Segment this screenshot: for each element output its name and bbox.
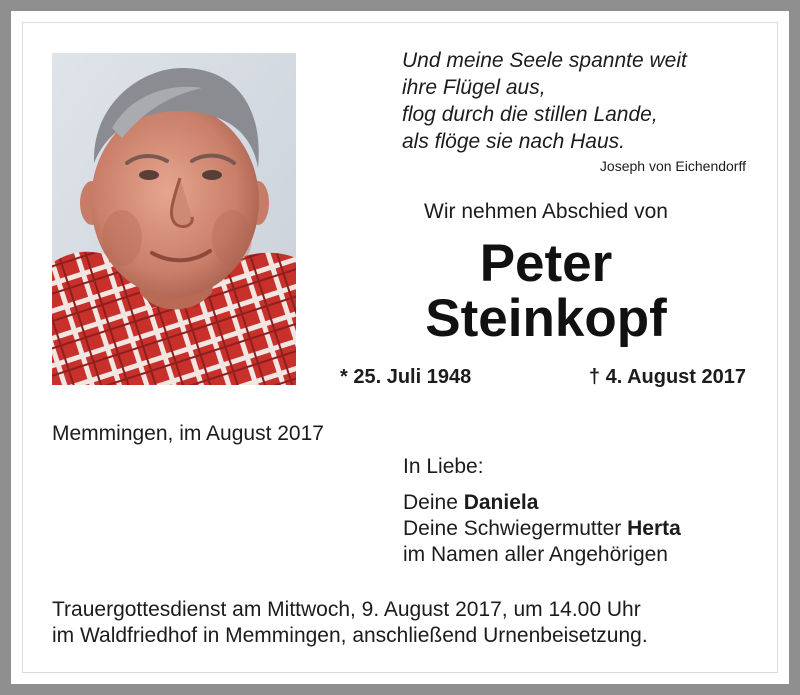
poem-author: Joseph von Eichendorff xyxy=(599,158,746,174)
portrait-illustration xyxy=(52,53,296,385)
mourner-name: Daniela xyxy=(463,491,539,514)
service-line: Trauergottesdienst am Mittwoch, 9. August 2017, um 14.00 Uhr xyxy=(52,598,641,621)
mourner-line xyxy=(403,542,681,568)
mourner-prefix: im Namen aller Angehörigen xyxy=(403,543,668,566)
portrait-photo xyxy=(52,53,296,385)
service-info xyxy=(52,597,648,649)
mourner-prefix: Deine Schwiegermutter xyxy=(403,517,628,540)
mourners-list xyxy=(403,490,681,568)
birth-date: * 25. Juli 1948 xyxy=(340,366,472,388)
love-line: In Liebe: xyxy=(403,455,484,478)
service-line: im Waldfriedhof in Memmingen, anschließend Urnenbeisetzung. xyxy=(52,624,648,647)
mourner-line xyxy=(403,490,681,516)
death-date: † 4. August 2017 xyxy=(588,366,746,388)
place-date: Memmingen, im August 2017 xyxy=(52,422,324,445)
poem-line: als flöge sie nach Haus. xyxy=(402,130,625,153)
poem-line: flog durch die stillen Lande, xyxy=(402,103,658,126)
mourner-line xyxy=(403,516,681,542)
mourner-prefix: Deine xyxy=(403,491,464,514)
deceased-name xyxy=(346,236,746,346)
poem xyxy=(402,47,762,155)
poem-line: Und meine Seele spannte weit xyxy=(402,49,687,72)
poem-line: ihre Flügel aus, xyxy=(402,76,546,99)
mourner-name: Herta xyxy=(627,517,681,540)
farewell-intro: Wir nehmen Abschied von xyxy=(424,200,668,223)
first-name: Peter xyxy=(479,234,613,293)
last-name: Steinkopf xyxy=(425,289,667,348)
